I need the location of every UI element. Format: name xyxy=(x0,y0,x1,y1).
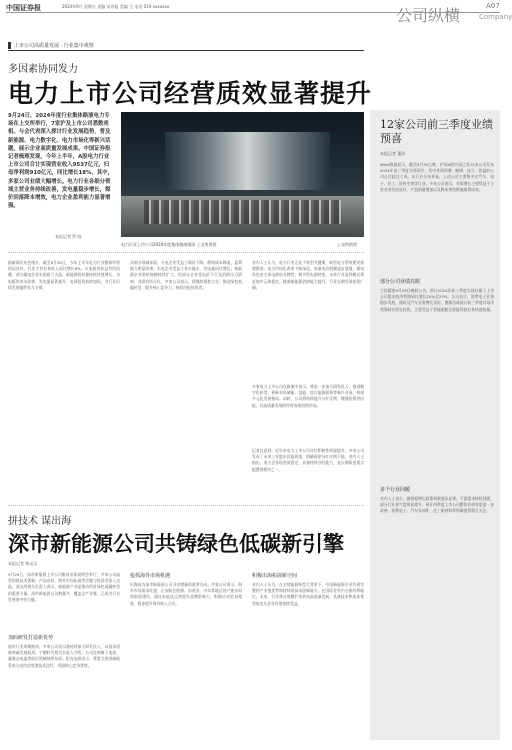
sidebar-body-1: Wind数据显示，截至9月30日晚，沪深A股市场已有12家公司发布2024年前三季度业绩预告，其中业绩预增、略增、扭亏、续盈的公司占比超过七成。从行业分布来看，上述公司主要集中在汽车、电子、化工、医药生物等行业。多家公司表示，业绩增长主要得益于主营业务发展良好、产品销量增加以及降本增效措施取得成效。 xyxy=(380,162,494,192)
bottom-body-1: 9月26日，深市新能源上市公司集体业绩说明会举行，多家公司高管围绕技术创新、产品布局、海外市场拓展等话题与投资者深入交流。深交所相关负责人表示，新能源产业是推动经济绿色低碳转型的重要力量，深市新能源公司数量多、覆盖全产业链，已成为行业发展的中坚力量。 xyxy=(8,572,120,602)
main-lead: 9月24日，2024年度行业集体路演电力专场在上交所举行，7家沪及上市公司悉数亮相。与会代表深入探讨行业发展趋势，普及新能源、电力数字化、电力市场化等新兴话题，展示企业高质量发展成果。中国证券报记者梳理发现，今年上半年，A股电力行业上市公司合计实现营业收入9537亿元，归母净利润910亿元，同比增长18%，其中，多家公司业绩大幅增长。电力行业各细分领域主营业务持续改善，发电量稳步增长，煤价回落降本增效，电力企业盈利能力显著增强。 xyxy=(8,113,114,210)
bottom-byline: 本报记者 黄灵灵 xyxy=(8,561,38,566)
main-body-col3b: 多家电力上市公司在路演中表示，将进一步加大研发投入，推进数字化转型，积极布局储能、氢能、综合能源服务等新兴业务，构建多元化发展格局。同时，公司将持续提升分红比例，增强投资者回报，以高质量发展的经营成果回馈市场。 xyxy=(252,384,364,408)
newspaper-logo: 中国证券报 xyxy=(6,3,41,12)
sidebar-subhead-2: 多个行业回暖 xyxy=(380,487,411,493)
column-label: 上市公司高质量发展 · 行业集中观察 xyxy=(14,43,94,49)
column-marker xyxy=(8,42,11,49)
main-kicker: 多因素协同发力 xyxy=(8,64,78,75)
bottom-body-4: 业内人士认为，在全球能源转型大背景下，中国新能源企业凭借完整的产业链优势和持续的技术创新能力，在国际竞争中占据有利地位。未来，行业将从规模扩张转向高质量发展，具备技术和成本优势的龙头企业有望持续受益。 xyxy=(252,582,364,606)
bottom-subhead-2: 抢抓海外市场机遇 xyxy=(130,573,171,579)
sidebar-title: 12家公司前三季度业绩预喜 xyxy=(380,118,493,145)
main-body-col2: 从细分领域来看，火电企业受益于煤价下降，燃料成本降低，盈利能力明显改善；水电企业受益于来水偏丰，发电量同比增长；新能源企业装机规模持续扩大，但部分企业受电价下行及消纳压力影响，业绩有所分化。多家公司表示，将继续聚焦主业，推动绿色低碳转型，提升核心竞争力，持续回报投资者。 xyxy=(130,260,242,290)
bottom-body-3: 出海成为深市新能源公司寻求增量的重要方向。多家公司表示，海外市场需求旺盛，正加快在欧洲、东南亚、中东等地区的产能布局和渠道建设，通过本地化运营提升品牌影响力，积极应对贸易壁垒，稳步提升海外收入占比。 xyxy=(130,582,242,606)
divider xyxy=(8,505,364,506)
sidebar-body-3: 业内人士表示，随着稳增长政策效果逐步显现，下游需求持续回暖，部分行业景气度明显提升。预计四季度上市公司整体业绩有望进一步改善，消费电子、汽车零部件、化工新材料等领域值得重点关注。 xyxy=(380,496,494,514)
sidebar-byline: 本报记者 董添 xyxy=(380,151,406,156)
main-byline: 本报记者 罗 晗 xyxy=(55,234,82,239)
roadshow-photo xyxy=(121,112,364,237)
divider xyxy=(8,252,364,253)
bottom-subhead-3: 积极出海拓展新空间 xyxy=(252,573,298,579)
bottom-subhead-1: 加码研发打造新优势 xyxy=(8,635,54,641)
sidebar-body-2: 立讯精密9月29日晚间公告，预计2024年前三季度实现归属于上市公司股东的净利润同比增长20%至25%。公司表示，消费电子业务稳步发展，通讯及汽车业务增长良好。德赛西威预计前三季度归母净利润同比增长较快，主要受益于智能座舱及智能驾驶业务快速放量。 xyxy=(380,288,494,312)
bottom-kicker: 拼技术 谋出海 xyxy=(8,516,72,527)
main-body-col3c: 记者注意到，近年来电力上市公司分红积极性明显提升，多家公司发布了未来三年股东回报规划，明确现金分红比例下限。业内人士指出，电力企业现金流稳定，具备持续分红能力，是长期资金重点配置的板块之一。 xyxy=(252,448,364,472)
page-number: A07 xyxy=(486,2,500,10)
main-body-col3: 业内人士认为，电力行业正处于转型关键期，新型电力系统建设加速推进，电力市场化改革不断深化，容量电价机制逐步落地，煤电角色由主体电源向支撑性、调节性电源转变，未来行业盈利模式将更加多元和稳定。随着新能源消纳能力提升，行业长期发展前景广阔。 xyxy=(252,260,364,290)
masthead-meta: 2024年9月 星期五 责编 证券报 美编 王 电话 010-xxxxxxx xyxy=(62,4,170,9)
section-english: Company xyxy=(479,13,512,21)
column-rule xyxy=(8,50,364,51)
bottom-body-2: 面对行业周期波动，多家公司表示将持续加大研发投入，以技术创新突破发展瓶颈。宁德时代相关负责人介绍，公司在钠离子电池、凝聚态电池等前沿领域持续布局；阳光电源表示，将重点推进储能系统与光伏逆变器技术迭代，巩固核心竞争优势。 xyxy=(8,644,120,668)
stage-screen xyxy=(165,132,330,190)
photo-credit: 上交所供图 xyxy=(337,242,357,247)
main-body-col1: 据新闻发布会统计，截至8月30日，今年上半年电力行业整体经营情况良好，行业主营业务收入同比增长6%，火电板块收益有所回暖，部分煤电企业实现扭亏为盈，新能源装机量持续快速增长，水电板块来水改善，发电量显著提升，电网投资持续加码，为行业后续发展提供有力支撑。 xyxy=(8,260,120,290)
photo-caption: 电力行业上市公司2024年度集体路演现场 上交所供图 xyxy=(121,242,217,247)
audience xyxy=(144,200,341,224)
sidebar-subhead-1: 部分公司业绩亮眼 xyxy=(380,279,421,285)
main-headline: 电力上市公司经营质效显著提升 xyxy=(8,79,373,108)
section-title: 公司纵横 xyxy=(396,6,461,25)
bottom-headline: 深市新能源公司共铸绿色低碳新引擎 xyxy=(8,531,344,556)
